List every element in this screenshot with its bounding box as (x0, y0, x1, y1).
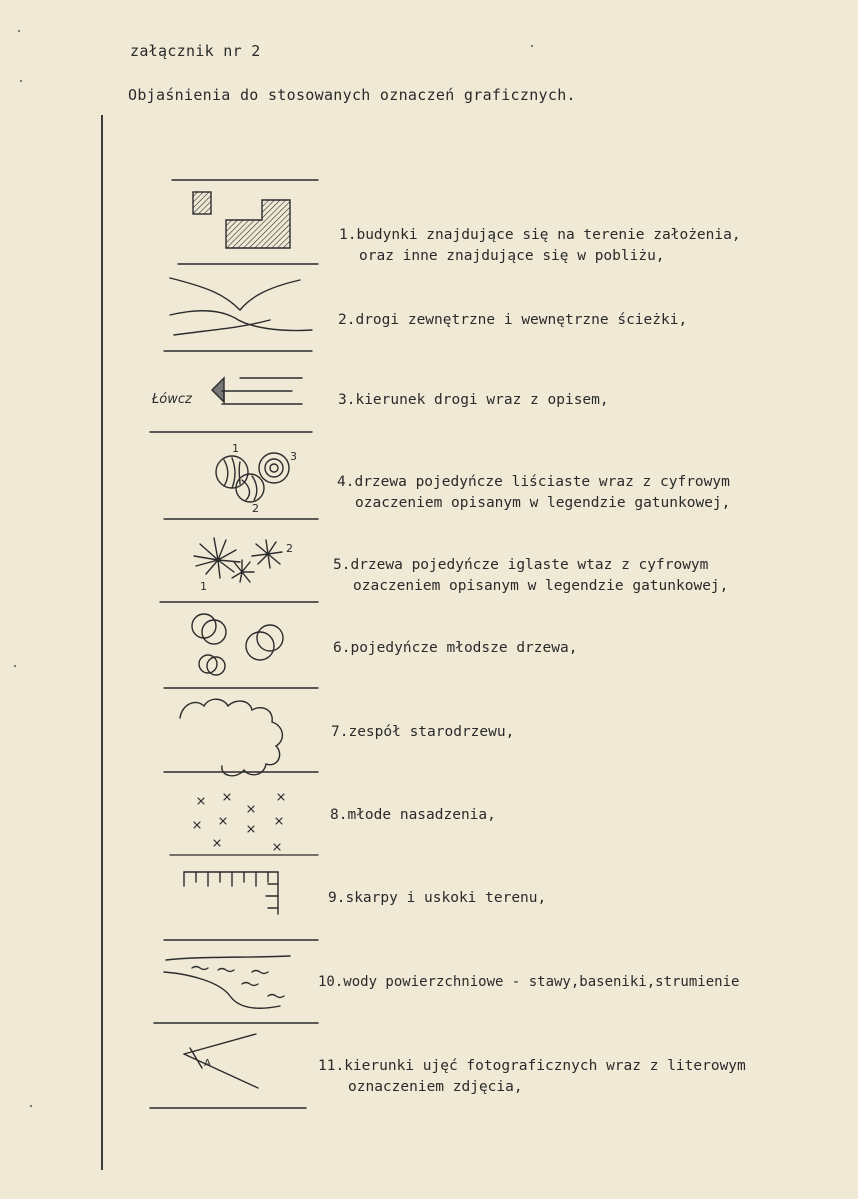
legend-item-2-line1: 2.drogi zewnętrzne i wewnętrzne ścieżki, (338, 312, 688, 328)
old-tree-stand-icon (164, 699, 318, 776)
tree-number-2: 2 (252, 502, 259, 515)
tree-number-1: 1 (232, 442, 239, 455)
legend-item-9 (328, 888, 546, 909)
legend-item-8 (330, 805, 496, 826)
young-plantings-icon (170, 794, 318, 855)
scan-speck (531, 45, 533, 47)
legend-item-1 (339, 225, 741, 267)
slopes-icon (164, 872, 318, 940)
legend-item-4 (337, 472, 730, 514)
legend-item-6-line1: 6.pojedyńcze młodsze drzewa, (333, 640, 578, 656)
attachment-label: załącznik nr 2 (130, 42, 261, 60)
conifer-number-2: 2 (286, 542, 293, 555)
conifer-trees-icon (160, 538, 318, 602)
legend-item-10-line1: 10.wody powierzchniowe - stawy,baseniki,strumienie (318, 974, 740, 990)
legend-item-1-line2: oraz inne znajdujące się w pobliżu, (359, 248, 665, 264)
legend-item-5-line2: ozaczeniem opisanym w legendzie gatunkowej, (353, 578, 729, 594)
photo-direction-icon (150, 1034, 306, 1108)
young-trees-icon (164, 614, 318, 688)
photo-letter: A (204, 1058, 211, 1069)
buildings-icon (172, 180, 318, 264)
road-direction-label: Łówcz (152, 392, 192, 407)
legend-item-11-line1: 11.kierunki ujęć fotograficznych wraz z literowym (318, 1058, 746, 1074)
legend-item-2 (338, 310, 687, 331)
legend-item-3-line1: 3.kierunek drogi wraz z opisem, (338, 392, 609, 408)
legend-item-1-line1: 1.budynki znajdujące się na terenie założenia, (339, 227, 741, 243)
legend-item-10 (318, 972, 739, 993)
conifer-number-1: 1 (200, 580, 207, 593)
legend-item-11 (318, 1056, 746, 1098)
scan-speck (18, 30, 20, 32)
legend-item-6 (333, 638, 577, 659)
legend-item-8-line1: 8.młode nasadzenia, (330, 807, 496, 823)
legend-item-7 (331, 722, 514, 743)
roads-icon (164, 278, 312, 351)
legend-item-5-line1: 5.drzewa pojedyńcze iglaste wtaz z cyfrowym (333, 557, 709, 573)
legend-item-9-line1: 9.skarpy i uskoki terenu, (328, 890, 547, 906)
legend-item-11-line2: oznaczeniem zdjęcia, (348, 1079, 523, 1095)
surface-water-icon (154, 956, 318, 1023)
scan-speck (20, 80, 22, 82)
legend-symbols (140, 170, 330, 1120)
tree-number-3: 3 (290, 450, 297, 463)
scan-speck (30, 1105, 32, 1107)
left-margin-rule (101, 115, 103, 1170)
scan-speck (14, 665, 16, 667)
legend-item-3 (338, 390, 609, 411)
legend-item-5 (333, 555, 728, 597)
legend-item-7-line1: 7.zespół starodrzewu, (331, 724, 515, 740)
page-title: Objaśnienia do stosowanych oznaczeń graficznych. (128, 86, 576, 104)
legend-item-4-line1: 4.drzewa pojedyńcze liściaste wraz z cyfrowym (337, 474, 730, 490)
legend-item-4-line2: ozaczeniem opisanym w legendzie gatunkowej, (355, 495, 731, 511)
